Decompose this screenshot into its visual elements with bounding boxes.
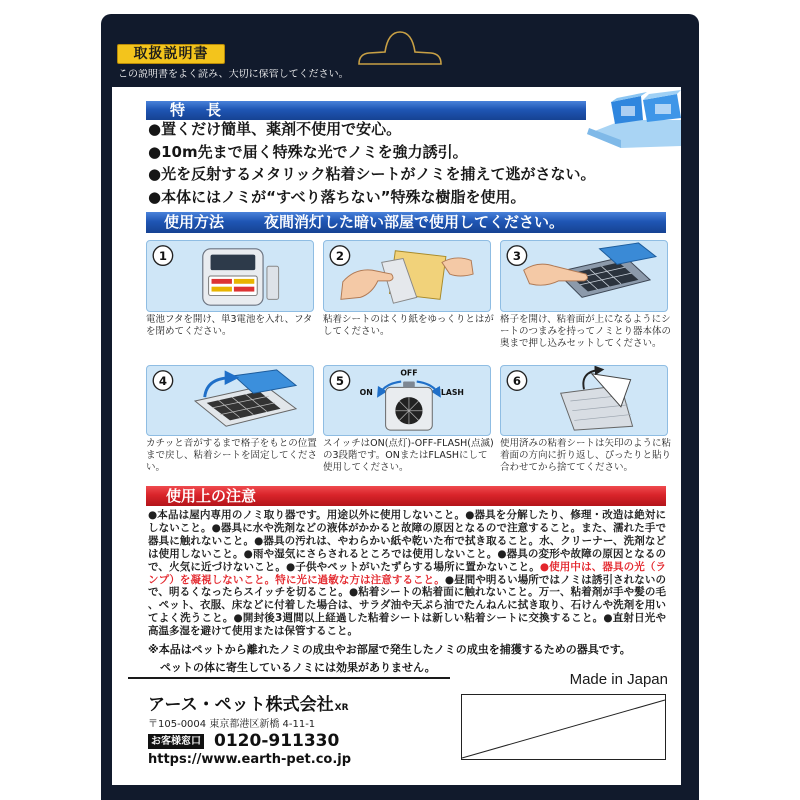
- disclaimer-line-2: ペットの体に寄生しているノミには効果がありません。: [160, 661, 436, 674]
- feature-item: ●光を反射するメタリック粘着シートがノミを捕えて逃がさない。: [148, 165, 596, 183]
- company-name: [148, 695, 349, 719]
- company-suffix: XR: [334, 703, 349, 713]
- divider-line: [128, 677, 450, 679]
- step-number: 3: [512, 248, 521, 263]
- company-address: 〒105-0004 東京都港区新橋 4-11-1: [148, 719, 316, 730]
- customer-phone: 0120-911330: [214, 731, 340, 751]
- caution-warning-text: ●使用中は、器具の光（ランプ）を凝視しないこと。特に光に過敏な方は注意すること。: [148, 560, 666, 586]
- customer-contact-label: お客様窓口: [148, 734, 204, 749]
- step-1-illustration: [146, 240, 314, 312]
- step-2-illustration: [323, 240, 491, 312]
- switch-label-on: ON: [359, 388, 373, 398]
- step-3-illustration: [500, 240, 668, 312]
- step-4-illustration: [146, 365, 314, 436]
- caution-text-before: ●本品は屋内専用のノミ取り器です。用途以外に使用しないこと。●器具を分解したり、修理・改造は絶対にしないこと。●器具に水や洗剤などの液体がかかると故障の原因となるので注意すること。また、濡れた手で器具に触れないこと。●器具の汚れは、やわらかい紙や乾いた布で拭き取ること。水、クリーナー、洗剤などは使用しないこと。●雨や湿気にさらされるところでは使用しないこと。●器具の変形や故障の原因となるので、火気に近づけないこと。●子供やペットがいたずらする場所に置かないこと。: [148, 509, 666, 573]
- trap-device-front: [203, 249, 263, 305]
- hang-hole-icon: [355, 26, 445, 66]
- feature-item: ●本体にはノミが“すべり落ちない”特殊な樹脂を使用。: [148, 187, 526, 206]
- switch-label-flash: FLASH: [435, 388, 464, 398]
- company-url: https://www.earth-pet.co.jp: [148, 752, 352, 767]
- caution-heading-bar: [146, 486, 666, 506]
- feature-item: ●10m先まで届く特殊な光でノミを強力誘引。: [148, 142, 468, 161]
- step-number-badge: [330, 246, 349, 265]
- used-sticky-sheet: [561, 374, 633, 430]
- step-5-illustration: [323, 365, 491, 436]
- step-5-text: スイッチはON(点灯)-OFF-FLASH(点滅)の3段階です。ONまたはFLASHにして使用してください。: [323, 438, 494, 473]
- usage-note: 夜間消灯した暗い部屋で使用してください。: [264, 213, 565, 231]
- step-6-text: 使用済みの粘着シートは矢印のように粘着面の方向に折り返し、ぴったりと貼り合わせてから捨ててください。: [500, 438, 672, 473]
- step-number-badge: [153, 371, 172, 390]
- step-number-badge: [153, 246, 172, 265]
- battery-cover: [267, 266, 279, 299]
- feature-item: ●置くだけ簡単、薬剤不使用で安心。: [148, 120, 402, 138]
- step-number-badge: [507, 371, 526, 390]
- lot-code-box: [461, 694, 666, 760]
- caution-heading: 使用上の注意: [166, 487, 257, 505]
- company-name-text: アース・ペット株式会社: [148, 695, 334, 715]
- step-number-badge: [330, 371, 349, 390]
- switch-label-off: OFF: [400, 368, 418, 378]
- trap-device-switch: [386, 382, 433, 431]
- manual-subtitle: この説明書をよく読み、大切に保管してください。: [118, 69, 349, 80]
- caution-paragraph: [148, 509, 666, 640]
- step-3-text: 格子を開け、粘着面が上になるようにシートのつまみを持ってノミとり器本体の奥まで押し込みセットしてください。: [500, 314, 672, 349]
- features-list: [148, 118, 618, 208]
- instruction-sheet: [112, 87, 681, 785]
- usage-heading-bar: [146, 212, 666, 233]
- package-back-panel: [101, 14, 699, 800]
- step-number: 4: [158, 373, 168, 388]
- trap-device-grid: [195, 370, 296, 426]
- features-heading: 特 長: [170, 101, 225, 119]
- caution-text-after: ●昼間や明るい場所ではノミは誘引されないので、明るくなったらスイッチを切ること。●粘着シートの粘着面に触れないこと。万一、粘着剤が手や髪の毛、ペット、衣服、床などに付着した場合は、サラダ油や天ぷら油でたんねんに拭き取り、石けんや洗剤を用いてよく洗うこと。●開封後3週間以上経過した粘着シートは新しい粘着シートに交換すること。●直射日光や高温多湿を避けて使用または保管すること。: [148, 573, 666, 638]
- step-4-text: カチッと音がするまで格子をもとの位置まで戻し、粘着シートを固定してください。: [146, 438, 318, 473]
- step-2-text: 粘着シートのはくり紙をゆっくりとはがしてください。: [323, 314, 494, 337]
- disclaimer-line-1: ※本品はペットから離れたノミの成虫やお部屋で発生したノミの成虫を捕獲するための器具です。: [148, 643, 631, 656]
- step-number: 1: [158, 248, 167, 263]
- step-1-text: 電池フタを開け、単3電池を入れ、フタを閉めてください。: [146, 314, 313, 337]
- step-number: 2: [335, 248, 344, 263]
- step-number: 5: [335, 373, 345, 388]
- usage-heading: 使用方法: [164, 213, 225, 231]
- step-number: 6: [512, 373, 522, 388]
- manual-title-badge: 取扱説明書: [117, 44, 225, 64]
- step-number-badge: [507, 246, 526, 265]
- step-6-illustration: [500, 365, 668, 436]
- made-in-label: Made in Japan: [569, 671, 668, 688]
